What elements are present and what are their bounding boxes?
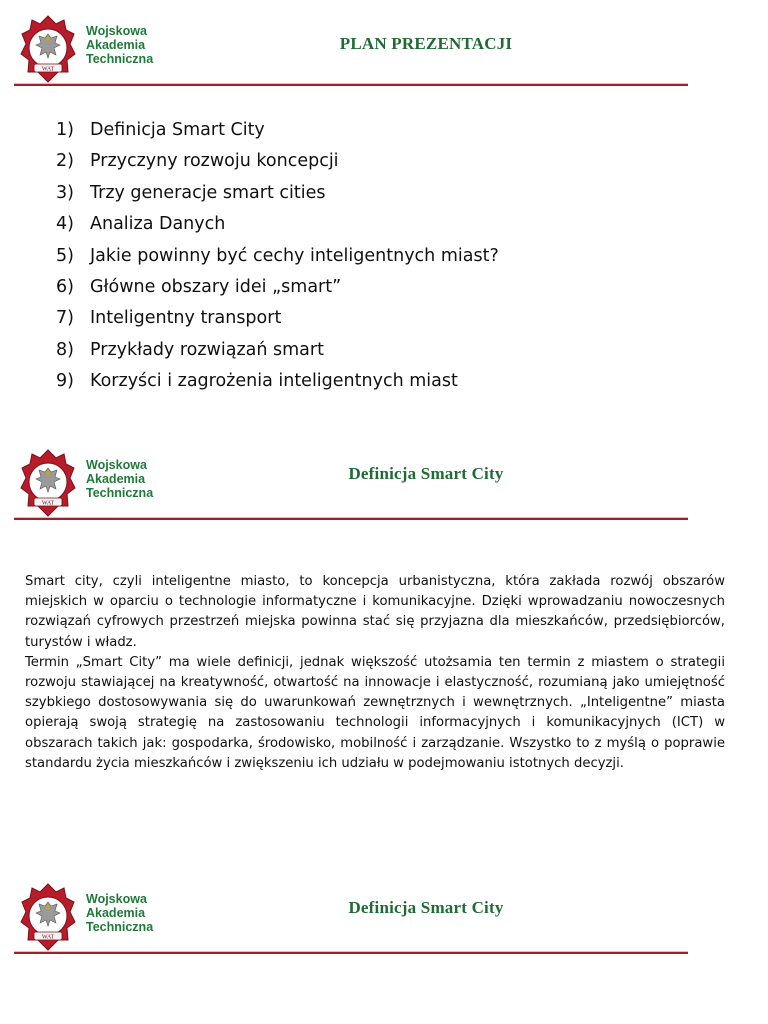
- paragraph: Smart city, czyli inteligentne miasto, to koncepcja urbanistyczna, która zakłada rozwój obszarów miejskich w oparciu o technologie informatyczne i komunikacyjne. Dzięki wprowadzaniu nowoczesnych rozwiązań cyfrowych przestrzeń miejska powinna stać się przyjazna dla mieszkańców, przedsiębiorców, turystów i władz.: [25, 574, 725, 650]
- agenda-item: 1) Definicja Smart City: [56, 120, 265, 140]
- logo-line-2: Akademia: [86, 38, 146, 52]
- slide-header-2: [14, 446, 688, 520]
- logo-line-1: Wojskowa: [86, 892, 147, 906]
- slide-title: PLAN PREZENTACJI: [339, 34, 513, 53]
- wat-emblem-icon: [20, 14, 76, 84]
- agenda-item: 6) Główne obszary idei „smart”: [56, 276, 342, 297]
- wat-logo: [20, 882, 160, 950]
- logo-line-1: Wojskowa: [86, 458, 147, 472]
- logo-line-2: Akademia: [86, 472, 146, 486]
- logo-line-2: Akademia: [86, 906, 146, 920]
- agenda-item: 9) Korzyści i zagrożenia inteligentnych miast: [56, 371, 458, 392]
- logo-line-1: Wojskowa: [86, 24, 147, 38]
- svg-text:WAT: WAT: [41, 66, 55, 73]
- agenda-item: 8) Przykłady rozwiązań smart: [56, 339, 324, 360]
- header-divider: [14, 518, 688, 520]
- logo-line-3: Techniczna: [86, 486, 154, 500]
- slide-header-1: [14, 12, 688, 86]
- slide-title: Definicja Smart City: [348, 464, 504, 483]
- paragraph: Termin „Smart City” ma wiele definicji, jednak większość utożsamia ten termin z miastem o strategii rozwoju stawiającej na kreatywność, otwartość na innowacje i elastyczność, rozumianą jako umiejętność szybkiego dostosowywania się do uwarunkowań zewnętrznych i wewnętrznych. „Inteligentne” miasta opierają swoją strategię na zastosowaniu technologii informacyjnych i komunikacyjnych (ICT) w obszarach takich jak: gospodarka, środowisko, mobilność i zarządzanie. Wszystko to z myślą o poprawie standardu życia mieszkańców i zwiększeniu ich udziału w podejmowaniu istotnych decyzji.: [25, 654, 725, 771]
- header-divider: [14, 952, 688, 954]
- svg-text:WAT: WAT: [41, 500, 55, 507]
- wat-logo: [20, 448, 160, 516]
- agenda-item: 2) Przyczyny rozwoju koncepcji: [56, 151, 339, 172]
- agenda-item: 3) Trzy generacje smart cities: [56, 182, 326, 203]
- svg-text:WAT: WAT: [41, 934, 55, 941]
- agenda-item: 5) Jakie powinny być cechy inteligentnych miast?: [56, 245, 499, 266]
- wat-emblem-icon: [20, 448, 76, 518]
- agenda-item: 4) Analiza Danych: [56, 214, 226, 235]
- logo-wordmark: [86, 458, 153, 500]
- wat-emblem-icon: [20, 882, 76, 952]
- logo-line-3: Techniczna: [86, 920, 154, 934]
- logo-line-3: Techniczna: [86, 52, 154, 66]
- slide-title: Definicja Smart City: [348, 898, 504, 917]
- definition-text: [25, 572, 725, 774]
- agenda-list: [56, 116, 499, 399]
- agenda-item: 7) Inteligentny transport: [56, 308, 282, 329]
- header-divider: [14, 84, 688, 86]
- wat-logo: [20, 14, 160, 82]
- slide-header-3: [14, 880, 688, 954]
- logo-wordmark: [86, 892, 153, 934]
- logo-wordmark: [86, 24, 153, 66]
